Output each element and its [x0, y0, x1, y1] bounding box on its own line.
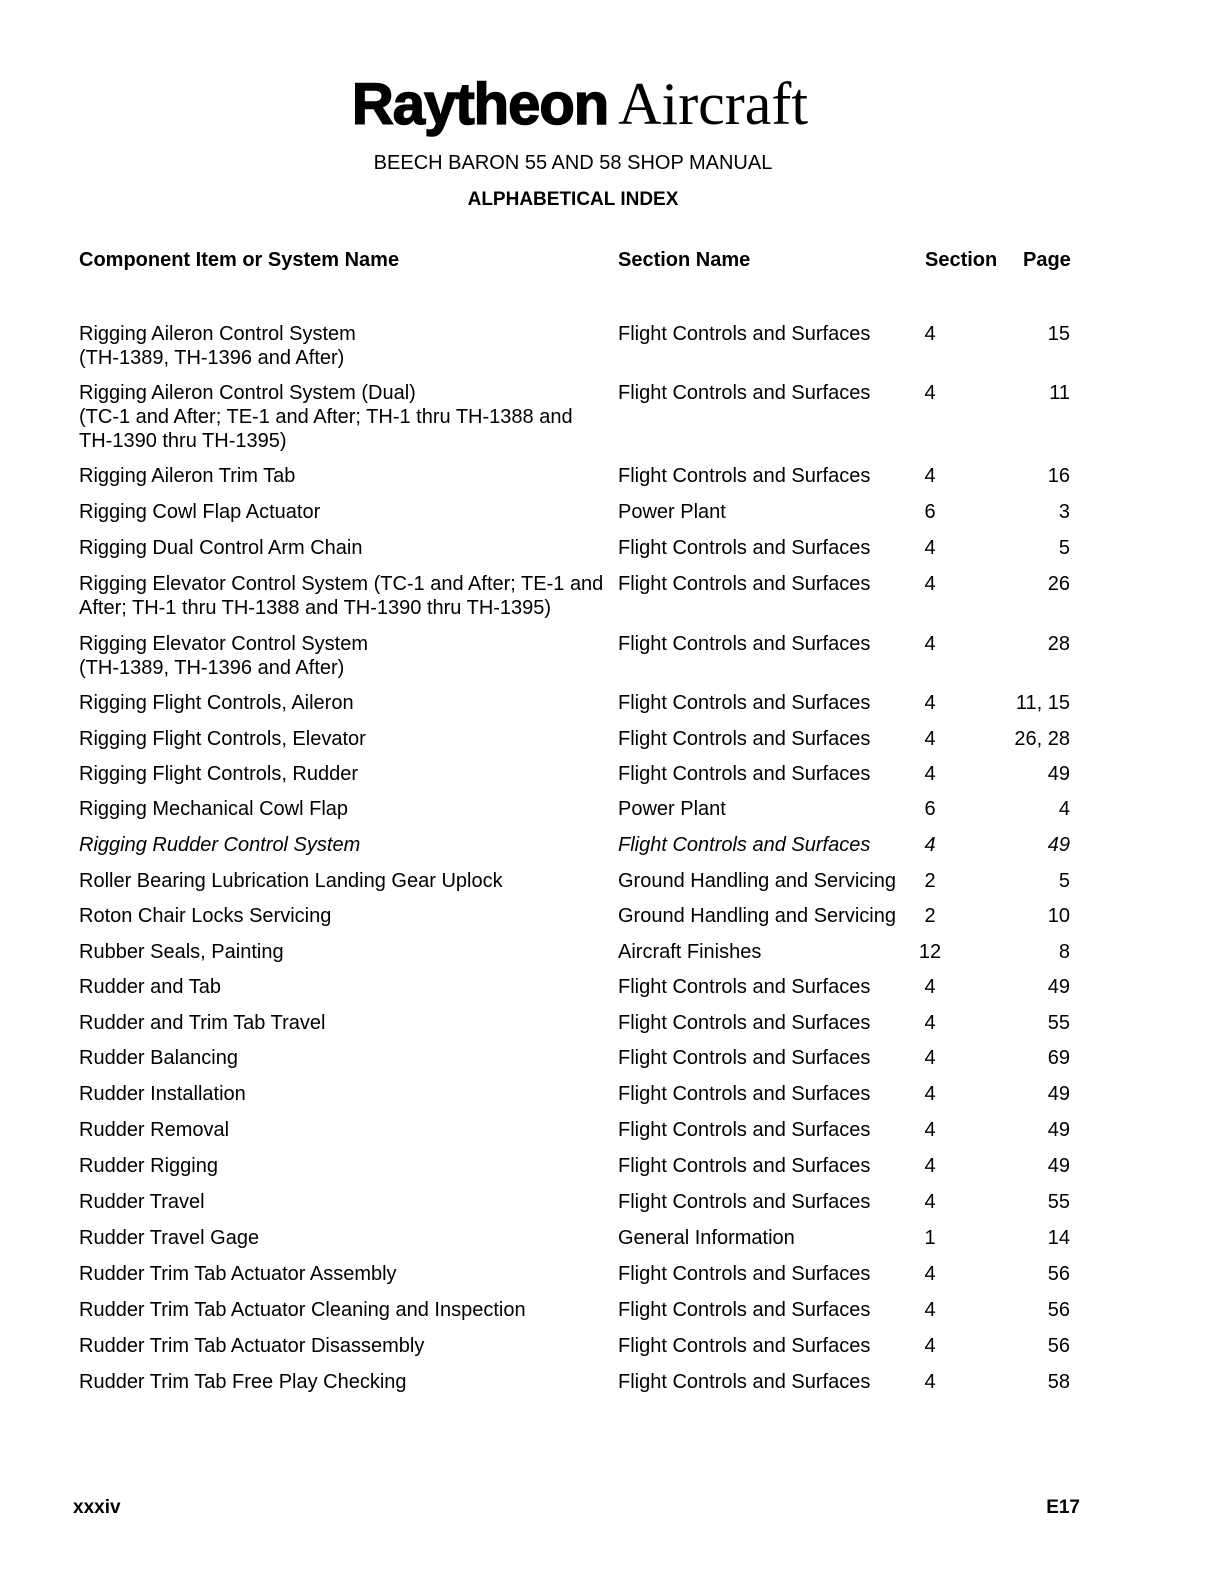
entry-name-line: Rudder Trim Tab Actuator Disassembly [79, 1335, 425, 1357]
entry-page: 26, 28 [1014, 728, 1070, 750]
entry-name [79, 727, 609, 751]
entry-page: 69 [1047, 1047, 1070, 1069]
entry-name-line: (TH-1389, TH-1396 and After) [79, 347, 345, 369]
entry-section-name: Flight Controls and Surfaces [618, 763, 871, 785]
entry-section-number: 4 [924, 1012, 936, 1034]
manual-subtitle: BEECH BARON 55 AND 58 SHOP MANUAL [373, 152, 773, 174]
entry-section-name: Flight Controls and Surfaces [618, 382, 871, 404]
entry-section-number: 2 [924, 905, 936, 927]
entry-name-line: TH-1390 thru TH-1395) [79, 430, 287, 452]
entry-section-name: Flight Controls and Surfaces [618, 728, 871, 750]
entry-section-name: Ground Handling and Servicing [618, 870, 896, 892]
entry-name-line: Rigging Aileron Control System (Dual) [79, 382, 416, 404]
entry-section-name: Power Plant [618, 798, 726, 820]
entry-section-name: Power Plant [618, 501, 726, 523]
entry-name [79, 1226, 609, 1250]
entry-section-number: 4 [924, 382, 936, 404]
entry-name-line: Rudder Rigging [79, 1155, 218, 1177]
entry-page: 5 [1058, 537, 1070, 559]
entry-name [79, 797, 609, 821]
entry-name-line: Rudder Balancing [79, 1047, 238, 1069]
entry-page: 49 [1047, 763, 1070, 785]
entry-name-line: Rigging Cowl Flap Actuator [79, 501, 321, 523]
entry-name [79, 1082, 609, 1106]
entry-name-line: Rudder and Trim Tab Travel [79, 1012, 326, 1034]
entry-page: 49 [1047, 1119, 1070, 1141]
entry-section-number: 4 [924, 728, 936, 750]
entry-section-number: 4 [924, 976, 936, 998]
entry-section-number: 4 [924, 1047, 936, 1069]
entry-name [79, 762, 609, 786]
entry-name [79, 1190, 609, 1214]
entry-name-line: Rubber Seals, Painting [79, 941, 284, 963]
entry-name [79, 464, 609, 488]
entry-name [79, 1262, 609, 1286]
entry-name-line: Rigging Dual Control Arm Chain [79, 537, 363, 559]
entry-section-name: Flight Controls and Surfaces [618, 1083, 871, 1105]
entry-section-name: Aircraft Finishes [618, 941, 762, 963]
column-header-page: Page [1023, 249, 1071, 271]
entry-section-name: Flight Controls and Surfaces [618, 323, 871, 345]
entry-name [79, 940, 609, 964]
brand-logo [0, 71, 1160, 137]
entry-section-number: 12 [918, 941, 942, 963]
entry-section-number: 1 [924, 1227, 936, 1249]
entry-section-name: Flight Controls and Surfaces [618, 633, 871, 655]
entry-page: 14 [1047, 1227, 1070, 1249]
entry-section-number: 4 [924, 1119, 936, 1141]
entry-section-name: Flight Controls and Surfaces [618, 692, 871, 714]
entry-name [79, 1370, 609, 1394]
entry-section-number: 4 [924, 692, 936, 714]
entry-name-line: Rudder Trim Tab Actuator Assembly [79, 1263, 397, 1285]
entry-name-line: Roton Chair Locks Servicing [79, 905, 332, 927]
entry-page: 49 [1047, 1155, 1070, 1177]
entry-name-line: Rigging Rudder Control System [79, 834, 361, 856]
entry-section-name: Flight Controls and Surfaces [618, 1263, 871, 1285]
entry-section-number: 4 [924, 1155, 936, 1177]
entry-section-number: 4 [924, 1083, 936, 1105]
entry-name-line: (TC-1 and After; TE-1 and After; TH-1 thru TH-1388 and [79, 406, 573, 428]
entry-section-name: Ground Handling and Servicing [618, 905, 896, 927]
entry-section-number: 4 [924, 1299, 936, 1321]
entry-name [79, 536, 609, 560]
column-header-section: Section [925, 249, 998, 271]
entry-name-line: Rudder Removal [79, 1119, 230, 1141]
entry-name-line: Rigging Aileron Control System [79, 323, 356, 345]
entry-section-name: Flight Controls and Surfaces [618, 1191, 871, 1213]
entry-page: 56 [1047, 1335, 1070, 1357]
brand-name-bold: Raytheon [351, 72, 609, 137]
entry-section-name: Flight Controls and Surfaces [618, 465, 871, 487]
entry-name [79, 322, 609, 370]
entry-section-number: 4 [924, 763, 936, 785]
entry-section-number: 6 [924, 798, 936, 820]
entry-page: 8 [1058, 941, 1070, 963]
entry-name [79, 1011, 609, 1035]
entry-name-line: Rigging Elevator Control System [79, 633, 369, 655]
entry-section-name: Flight Controls and Surfaces [618, 537, 871, 559]
entry-name [79, 1046, 609, 1070]
entry-name-line: Rudder Trim Tab Actuator Cleaning and Inspection [79, 1299, 526, 1321]
entry-name-line: Roller Bearing Lubrication Landing Gear Uplock [79, 870, 503, 892]
entry-section-name: Flight Controls and Surfaces [618, 1047, 871, 1069]
entry-name-line: Rigging Flight Controls, Rudder [79, 763, 359, 785]
entry-name-line: (TH-1389, TH-1396 and After) [79, 657, 345, 679]
entry-section-number: 4 [924, 537, 936, 559]
brand-name-regular: Aircraft [618, 71, 809, 137]
entry-name-line: Rudder Installation [79, 1083, 246, 1105]
entry-page: 58 [1047, 1371, 1070, 1393]
entry-name [79, 904, 609, 928]
entry-section-name: Flight Controls and Surfaces [618, 1335, 871, 1357]
entry-page: 49 [1047, 834, 1070, 856]
entry-page: 26 [1047, 573, 1070, 595]
entry-name [79, 1154, 609, 1178]
entry-section-name: Flight Controls and Surfaces [618, 1371, 871, 1393]
column-header-section-name: Section Name [618, 249, 751, 271]
entry-section-number: 4 [924, 1335, 936, 1357]
entry-section-number: 4 [924, 834, 936, 856]
entry-name-line: Rigging Elevator Control System (TC-1 and After; TE-1 and [79, 573, 604, 595]
entry-name-line: Rudder Trim Tab Free Play Checking [79, 1371, 407, 1393]
entry-page: 5 [1058, 870, 1070, 892]
entry-page: 55 [1047, 1191, 1070, 1213]
entry-name [79, 572, 609, 620]
entry-section-number: 4 [924, 1371, 936, 1393]
entry-name-line: Rudder Travel Gage [79, 1227, 260, 1249]
entry-name [79, 975, 609, 999]
entry-name [79, 381, 609, 453]
page-code-right: E17 [1046, 1497, 1080, 1518]
entry-name-line: Rigging Flight Controls, Elevator [79, 728, 366, 750]
entry-section-number: 6 [924, 501, 936, 523]
entry-name-line: After; TH-1 thru TH-1388 and TH-1390 thru TH-1395) [79, 597, 552, 619]
entry-name [79, 833, 609, 857]
column-header-name: Component Item or System Name [79, 249, 400, 271]
entry-page: 11 [1049, 382, 1070, 404]
entry-section-number: 4 [924, 573, 936, 595]
entry-page: 4 [1058, 798, 1070, 820]
entry-section-name: Flight Controls and Surfaces [618, 1012, 871, 1034]
entry-name [79, 691, 609, 715]
entry-page: 56 [1047, 1299, 1070, 1321]
entry-name [79, 1334, 609, 1358]
entry-page: 3 [1058, 501, 1070, 523]
entry-section-number: 4 [924, 323, 936, 345]
entry-name [79, 1298, 609, 1322]
entry-name [79, 869, 609, 893]
entry-page: 56 [1047, 1263, 1070, 1285]
entry-name-line: Rudder Travel [79, 1191, 205, 1213]
entry-name [79, 1118, 609, 1142]
entry-page: 28 [1047, 633, 1070, 655]
page-number-left: xxxiv [73, 1497, 121, 1518]
entry-name-line: Rigging Aileron Trim Tab [79, 465, 296, 487]
entry-name-line: Rudder and Tab [79, 976, 221, 998]
entry-page: 11, 15 [1015, 692, 1070, 714]
entry-name [79, 632, 609, 680]
entry-name-line: Rigging Mechanical Cowl Flap [79, 798, 349, 820]
entry-page: 49 [1047, 1083, 1070, 1105]
entry-page: 55 [1047, 1012, 1070, 1034]
page-title: ALPHABETICAL INDEX [467, 189, 679, 210]
entry-section-name: Flight Controls and Surfaces [618, 1119, 871, 1141]
entry-section-name: Flight Controls and Surfaces [618, 1299, 871, 1321]
entry-section-number: 4 [924, 1263, 936, 1285]
entry-section-name: Flight Controls and Surfaces [618, 976, 871, 998]
entry-name [79, 500, 609, 524]
entry-section-name: Flight Controls and Surfaces [618, 834, 871, 856]
entry-page: 15 [1047, 323, 1070, 345]
entry-section-number: 2 [924, 870, 936, 892]
entry-section-number: 4 [924, 465, 936, 487]
entry-section-number: 4 [924, 1191, 936, 1213]
entry-section-name: Flight Controls and Surfaces [618, 573, 871, 595]
entry-section-name: Flight Controls and Surfaces [618, 1155, 871, 1177]
entry-section-name: General Information [618, 1227, 795, 1249]
entry-page: 49 [1047, 976, 1070, 998]
entry-name-line: Rigging Flight Controls, Aileron [79, 692, 354, 714]
entry-section-number: 4 [924, 633, 936, 655]
entry-page: 10 [1047, 905, 1070, 927]
entry-page: 16 [1047, 465, 1070, 487]
